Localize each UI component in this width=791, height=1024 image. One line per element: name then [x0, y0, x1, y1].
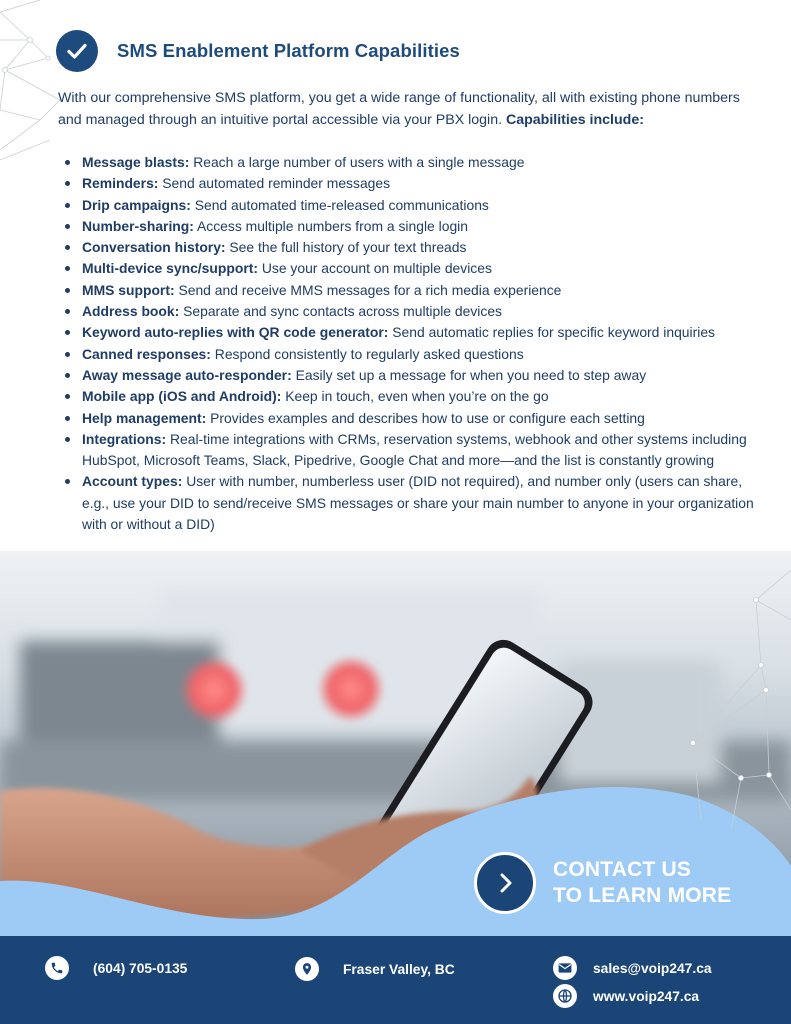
capability-term: Integrations: — [82, 430, 167, 447]
footer-website-text: www.voip247.ca — [593, 988, 700, 1004]
capability-term: Number-sharing: — [82, 217, 194, 234]
map-pin-icon — [295, 957, 319, 981]
capability-description: User with number, numberless user (DID not required), and number only (users can share, e.g., use your DID to send/receive SMS messages or share your main number to anyone in your organization with or without a DID) — [82, 473, 754, 533]
capability-term: Away message auto-responder: — [82, 366, 292, 383]
page-title: SMS Enablement Platform Capabilities — [117, 40, 460, 61]
capability-term: Mobile app (iOS and Android): — [82, 388, 282, 405]
capability-description: Send and receive MMS messages for a rich media experience — [178, 281, 562, 298]
capability-description: Separate and sync contacts across multiple devices — [183, 303, 502, 320]
capability-item — [64, 173, 769, 194]
capability-item — [64, 301, 769, 322]
capability-term: Keyword auto-replies with QR code generator: — [82, 324, 389, 341]
capability-item — [64, 344, 769, 365]
globe-icon — [553, 984, 577, 1008]
capability-item — [64, 152, 769, 173]
capability-item — [64, 216, 769, 237]
chevron-right-icon[interactable] — [474, 852, 536, 914]
capability-item — [64, 386, 769, 407]
capability-term: Address book: — [82, 303, 180, 320]
network-lines-decoration-top — [0, 0, 80, 170]
capability-term: Conversation history: — [82, 239, 226, 256]
intro-paragraph — [58, 88, 758, 131]
capabilities-list — [64, 152, 769, 535]
capability-description: Send automated time-released communications — [194, 196, 489, 213]
section-heading-row — [56, 30, 460, 72]
cta-label[interactable] — [553, 857, 731, 909]
capability-term: Canned responses: — [82, 345, 211, 362]
capability-description: Send automated reminder messages — [162, 175, 391, 192]
intro-bold-tail: Capabilities include: — [505, 111, 644, 128]
capability-description: See the full history of your text threads — [229, 239, 467, 256]
capability-term: Reminders: — [82, 175, 159, 192]
capability-item — [64, 471, 769, 535]
cta-line-2: TO LEARN MORE — [553, 884, 732, 907]
capability-item — [64, 195, 769, 216]
capability-description: Use your account on multiple devices — [261, 260, 492, 277]
capability-item — [64, 258, 769, 279]
capability-item — [64, 408, 769, 429]
cta-line-1: CONTACT US — [553, 858, 692, 881]
contact-us-cta[interactable] — [474, 852, 731, 914]
capability-description: Provides examples and describes how to use or configure each setting — [210, 409, 645, 426]
network-lines-decoration-right — [691, 560, 791, 860]
capability-term: MMS support: — [82, 281, 175, 298]
envelope-icon — [553, 956, 577, 980]
capability-item — [64, 322, 769, 343]
capability-description: Reach a large number of users with a single message — [193, 154, 525, 170]
capability-item — [64, 280, 769, 301]
capability-term: Message blasts: — [82, 154, 190, 170]
capability-description: Access multiple numbers from a single login — [197, 217, 468, 234]
capability-term: Drip campaigns: — [82, 196, 191, 213]
capability-item — [64, 237, 769, 258]
footer-phone-text: (604) 705-0135 — [93, 960, 188, 976]
footer-email-text: sales@voip247.ca — [593, 960, 712, 976]
footer-website[interactable] — [553, 984, 699, 1008]
phone-icon — [45, 956, 69, 980]
footer-location — [295, 957, 455, 981]
capability-description: Real-time integrations with CRMs, reservation systems, webhook and other systems including HubSpot, Microsoft Teams, Slack, Pipedrive, Google Chat and more—and the list is constantly growing — [82, 430, 747, 469]
contact-footer — [0, 936, 791, 1024]
capability-description: Respond consistently to regularly asked questions — [214, 345, 524, 362]
capability-description: Send automatic replies for specific keyword inquiries — [392, 324, 716, 341]
capability-term: Account types: — [82, 473, 183, 490]
capability-description: Easily set up a message for when you need to step away — [295, 366, 647, 383]
capability-description: Keep in touch, even when you’re on the go — [285, 388, 549, 405]
footer-email[interactable] — [553, 956, 712, 980]
capability-item — [64, 429, 769, 472]
capability-term: Help management: — [82, 409, 207, 426]
check-circle-icon — [56, 30, 98, 72]
capability-item — [64, 365, 769, 386]
intro-text: With our comprehensive SMS platform, you get a wide range of functionality, all with existing phone numbers and managed through an intuitive portal accessible via your PBX login. — [58, 90, 740, 128]
footer-phone[interactable] — [45, 956, 187, 980]
capability-term: Multi-device sync/support: — [82, 260, 258, 277]
footer-location-text: Fraser Valley, BC — [343, 961, 455, 977]
